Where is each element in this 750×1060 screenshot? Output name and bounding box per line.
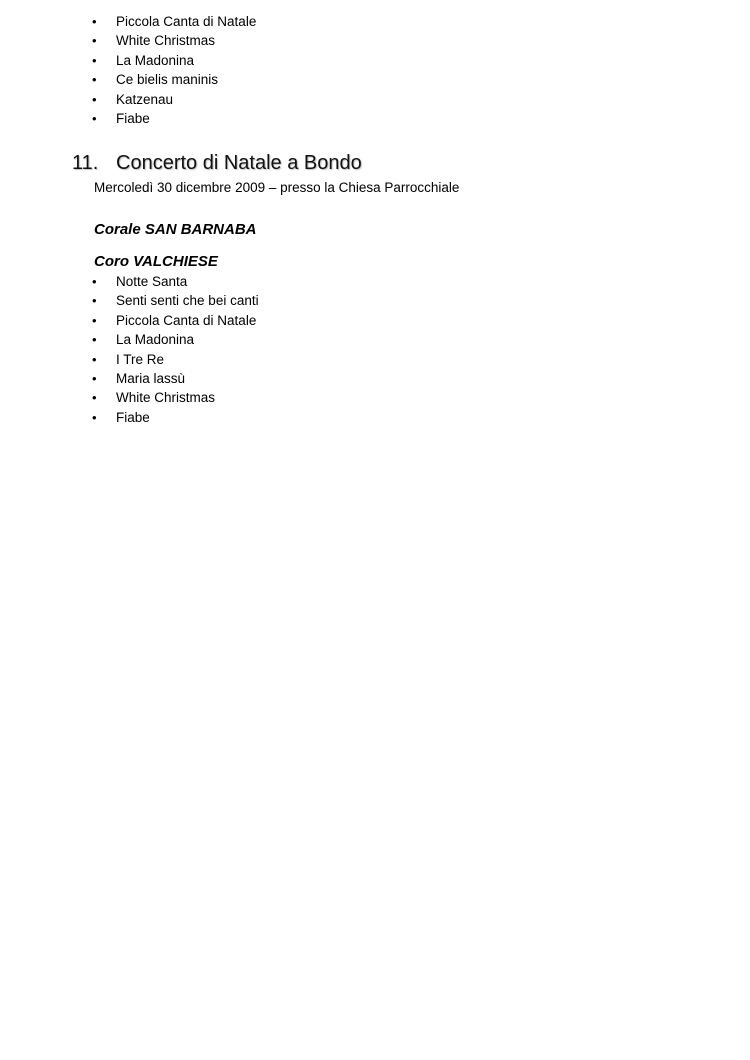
- bullet-icon: •: [92, 409, 97, 425]
- song-title: White Christmas: [116, 33, 216, 49]
- song-title: Notte Santa: [116, 274, 188, 289]
- song-list-continued: [92, 12, 256, 128]
- list-item: [92, 291, 259, 310]
- song-title: Piccola Canta di Natale: [116, 312, 257, 328]
- list-item: [92, 330, 259, 349]
- list-item: [92, 311, 259, 330]
- bullet-icon: •: [92, 332, 97, 348]
- list-item: [92, 51, 256, 70]
- section-heading: [72, 150, 362, 176]
- list-item: [92, 350, 259, 369]
- song-title: Ce bielis maninis: [116, 72, 219, 88]
- bullet-icon: •: [92, 312, 97, 328]
- song-title: Senti senti che bei canti: [116, 293, 259, 309]
- song-title: I Tre Re: [116, 351, 165, 367]
- list-item: [92, 90, 256, 109]
- list-item: [92, 31, 256, 50]
- song-title: White Christmas: [116, 390, 216, 406]
- bullet-icon: •: [92, 390, 97, 406]
- bullet-icon: •: [92, 274, 97, 289]
- song-title: La Madonina: [116, 52, 195, 68]
- list-item: [92, 369, 259, 388]
- section-title: Concerto di Natale a Bondo: [116, 152, 362, 174]
- song-title: La Madonina: [116, 332, 195, 348]
- list-item: [92, 272, 259, 291]
- list-item: [92, 388, 259, 407]
- bullet-icon: •: [92, 14, 97, 29]
- list-item: [92, 12, 256, 31]
- list-item: [92, 408, 259, 427]
- bullet-icon: •: [92, 33, 97, 49]
- group-title-valchiese: Coro VALCHIESE: [94, 253, 218, 270]
- bullet-icon: •: [92, 52, 97, 68]
- list-item: [92, 70, 256, 89]
- song-title: Fiabe: [116, 409, 150, 425]
- list-item: [92, 109, 256, 128]
- bullet-icon: •: [92, 370, 97, 386]
- song-title: Maria lassù: [116, 370, 186, 386]
- group-title-san-barnaba: Corale SAN BARNABA: [94, 221, 257, 238]
- song-list-valchiese: [92, 272, 259, 427]
- section-date-line: Mercoledì 30 dicembre 2009 – presso la Chiesa Parrocchiale: [94, 180, 460, 195]
- bullet-icon: •: [92, 293, 97, 309]
- bullet-icon: •: [92, 351, 97, 367]
- section-number: 11.: [72, 152, 99, 174]
- song-title: Piccola Canta di Natale: [116, 14, 257, 29]
- bullet-icon: •: [92, 110, 97, 126]
- bullet-icon: •: [92, 91, 97, 107]
- song-title: Katzenau: [116, 91, 174, 107]
- song-title: Fiabe: [116, 110, 150, 126]
- bullet-icon: •: [92, 72, 97, 88]
